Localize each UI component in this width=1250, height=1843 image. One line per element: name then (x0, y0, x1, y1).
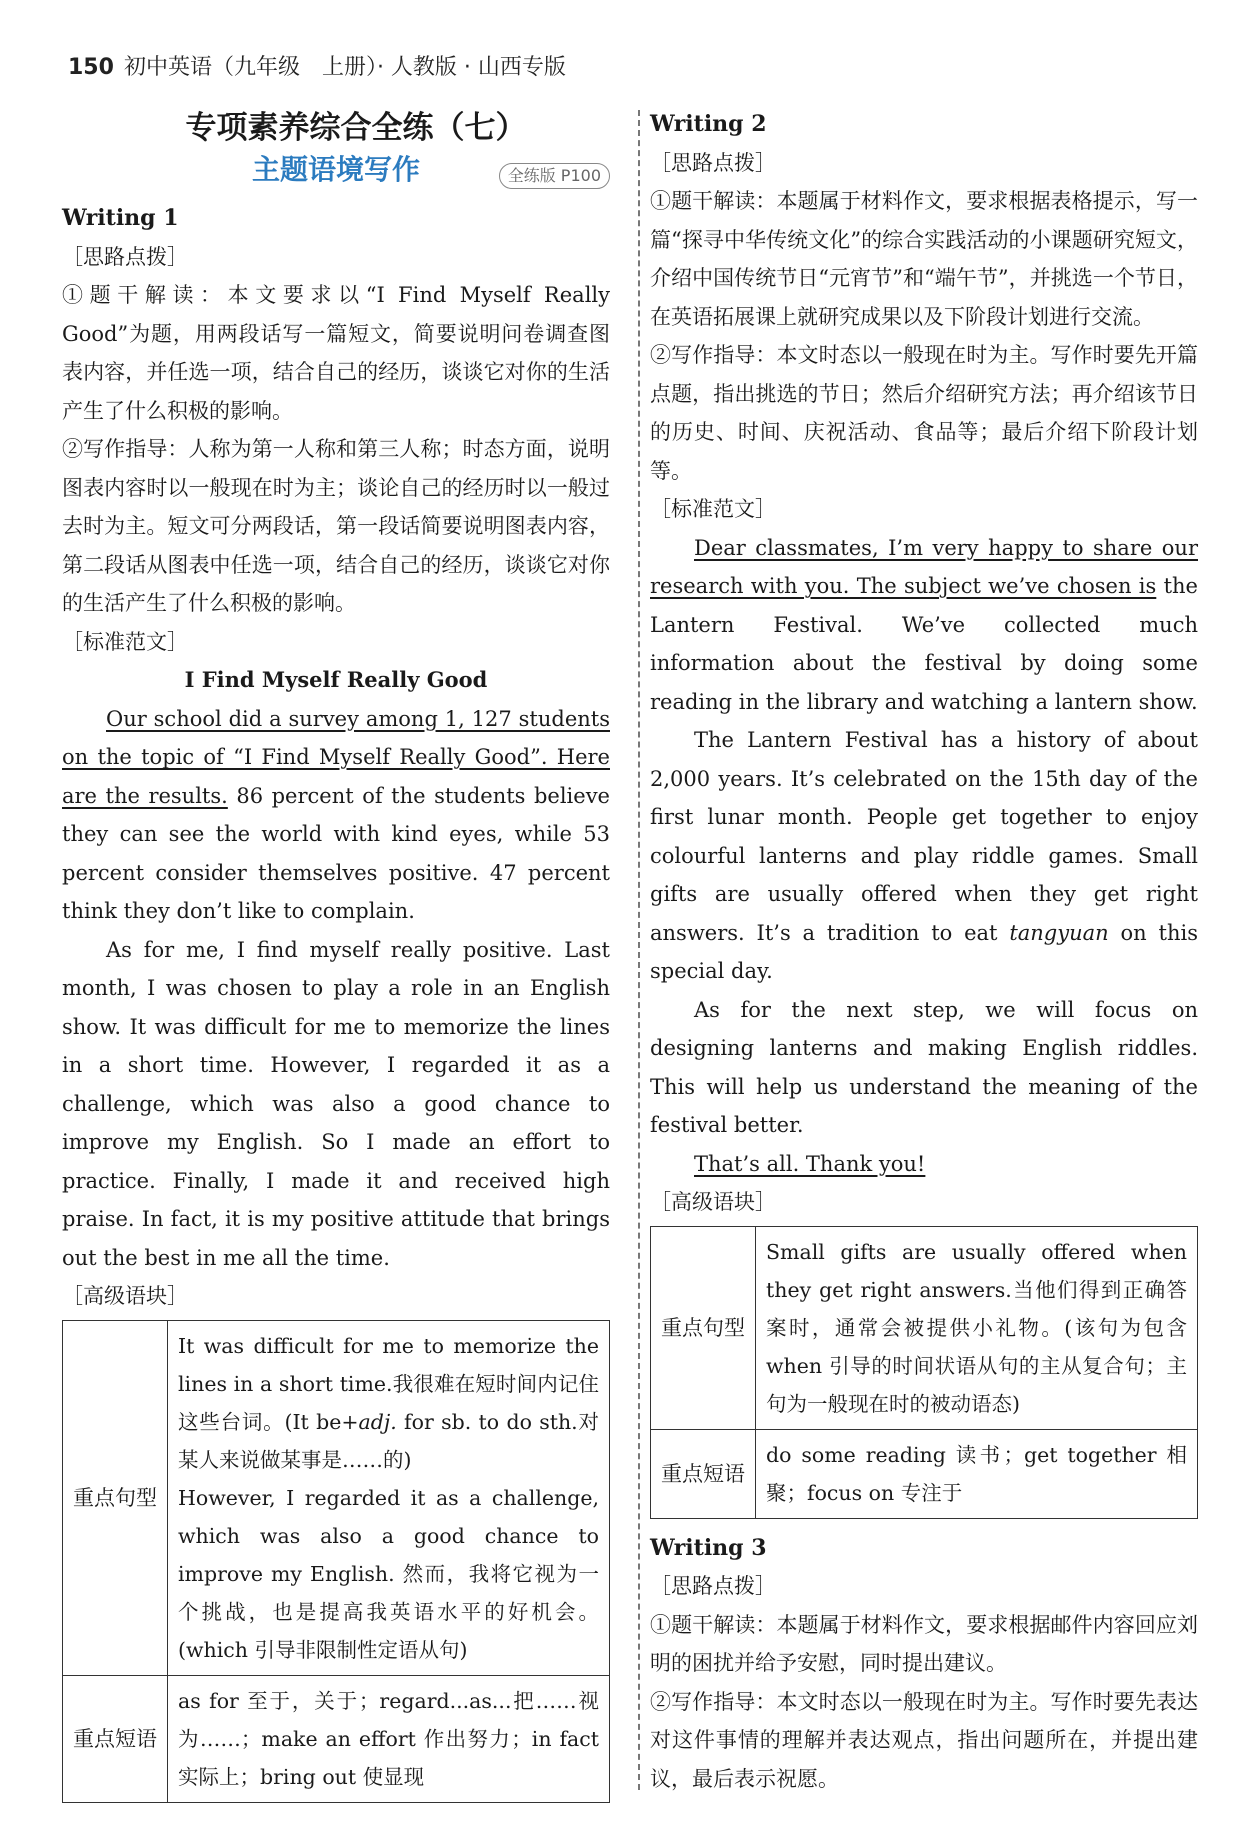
left-column (62, 105, 610, 1803)
key-phrase-label-2: 重点短语 (651, 1429, 756, 1518)
key-sentence-cell (168, 1320, 610, 1675)
writing1-advanced-label: ［高级语块］ (62, 1284, 188, 1308)
writing1-underlined-intro: Our school did a survey among 1, 127 students on the topic of “I Find Myself Really Good”. Here are the results. (62, 706, 610, 808)
section-title: 专项素养综合全练（七） (185, 110, 527, 146)
writing1-title: Writing 1 (62, 205, 179, 231)
writing1-point2: ②写作指导：人称为第一人称和第三人称；时态方面，说明图表内容时以一般现在时为主；谈论自己的经历时以一般过去时为主。短文可分两段话，第一段话简要说明图表内容，第二段话从图表中任选一项，结合自己的经历，谈谈它对你的生活产生了什么积极的影响。 (62, 437, 610, 615)
writing1-advanced-table (62, 1320, 610, 1803)
writing2-title: Writing 2 (650, 111, 767, 137)
page-header (68, 50, 566, 81)
writing1-model-label: ［标准范文］ (62, 629, 188, 654)
key-phrase-cell-2: do some reading 读书；get together 相聚；focus on 专注于 (756, 1429, 1198, 1518)
book-title: 初中英语（九年级 上册）· 人教版 · 山西专版 (123, 55, 566, 80)
writing2-point1: ①题干解读：本题属于材料作文，要求根据表格提示，写一篇“探寻中华传统文化”的综合实践活动的小课题研究短文，介绍中国传统节日“元宵节”和“端午节”，并挑选一个节日，在英语拓展课上就研究成果以及下阶段计划进行交流。 (650, 189, 1198, 329)
key-phrase-label: 重点短语 (63, 1675, 168, 1802)
sentence-a-adj: adj. (358, 1409, 397, 1434)
writing1-para1-rest: 86 percent of the students believe they can see the world with kind eyes, while 53 percent consider themselves positive. 47 percent think they don’t like to complain. (62, 783, 610, 923)
reference-tag: 全练版 P100 (499, 163, 610, 189)
writing2-point2: ②写作指导：本文时态以一般现在时为主。写作时要先开篇点题，指出挑选的节日；然后介绍研究方法；再介绍该节日的历史、时间、庆祝活动、食品等；最后介绍下阶段计划等。 (650, 343, 1198, 483)
sentence-a-rest: for sb. to do sth.对某人来说做某事是……的) (178, 1409, 599, 1472)
key-sentence-a (178, 1327, 599, 1479)
right-column (650, 105, 1198, 1798)
key-phrase-cell: as for 至于，关于；regard...as...把……视为……；make an effort 作出努力；in fact 实际上；bring out 使显现 (168, 1675, 610, 1802)
writing2-closing: That’s all. Thank you! (694, 1151, 926, 1176)
writing2-paragraph-1 (650, 529, 1198, 722)
key-sentence-cell-2: Small gifts are usually offered when they get right answers.当他们得到正确答案时，通常会被提供小礼物。(该句为包含 when 引导的时间状语从句的主从复合句；主句为一般现在时的被动语态) (756, 1226, 1198, 1429)
writing3-thinking-label: ［思路点拨］ (650, 1574, 776, 1598)
writing1-point1: ①题干解读：本文要求以“I Find Myself Really Good”为题，用两段话写一篇短文，简要说明问卷调查图表内容，并任选一项，结合自己的经历，谈谈它对你的生活产生了什么积极的影响。 (62, 283, 610, 423)
key-sentence-label: 重点句型 (63, 1320, 168, 1675)
writing2-para1-rest: the Lantern Festival. We’ve collected much information about the festival by doing some reading in the library and watching a lantern show. (650, 574, 1198, 714)
writing1-thinking-label: ［思路点拨］ (62, 244, 188, 269)
column-divider (638, 110, 640, 1790)
writing2-advanced-table (650, 1226, 1198, 1519)
writing1-paragraph-2: As for me, I find myself really positive. Last month, I was chosen to play a role in an English show. It was difficult for me to memorize the lines in a short time. However, I regarded it as a challenge, which was also a good chance to improve my English. So I made an effort to practice. Finally, I made it and received high praise. In fact, it is my positive attitude that brings out the best in me all the time. (62, 937, 610, 1270)
writing2-para2-after: on this special day. (650, 920, 1198, 983)
key-sentence-label-2: 重点句型 (651, 1226, 756, 1429)
writing2-advanced-label: ［高级语块］ (650, 1190, 776, 1214)
sentence-a-text: It was difficult for me to memorize the lines in a short time.我很难在短时间内记住这些台词。(It be+ (178, 1333, 599, 1434)
writing3-point1: ①题干解读：本题属于材料作文，要求根据邮件内容回应刘明的困扰并给予安慰，同时提出建议。 (650, 1612, 1198, 1675)
essay-title: I Find Myself Really Good (184, 667, 488, 692)
writing2-thinking-label: ［思路点拨］ (650, 150, 776, 175)
writing3-point2: ②写作指导：本文时态以一般现在时为主。写作时要先表达对这件事情的理解并表达观点，指出问题所在，并提出建议，最后表示祝愿。 (650, 1689, 1198, 1791)
writing2-underlined-intro: Dear classmates, I’m very happy to share our research with you. The subject we’ve chosen is (650, 535, 1198, 598)
key-sentence-b: However, I regarded it as a challenge, which was also a good chance to improve my English. 然而，我将它视为一个挑战，也是提高我英语水平的好机会。(which 引导非限制性定语从句) (178, 1485, 599, 1662)
writing1-paragraph-1 (62, 700, 610, 931)
writing2-paragraph-4 (650, 1145, 1198, 1184)
writing2-paragraph-3: As for the next step, we will focus on designing lanterns and making English riddles. This will help us understand the meaning of the festival better. (650, 997, 1198, 1137)
page-number: 150 (68, 55, 114, 80)
sub-title: 主题语境写作 (252, 153, 421, 186)
writing3-title: Writing 3 (650, 1534, 767, 1561)
writing2-model-label: ［标准范文］ (650, 497, 776, 521)
writing2-paragraph-2 (650, 721, 1198, 991)
writing2-para2-italic: tangyuan (1009, 920, 1109, 945)
writing2-para2-before: The Lantern Festival has a history of about 2,000 years. It’s celebrated on the 15th day of the first lunar month. People get together to enjoy colourful lanterns and play riddle games. Small gifts are usually offered when they get right answers. It’s a tradition to eat (650, 728, 1198, 945)
